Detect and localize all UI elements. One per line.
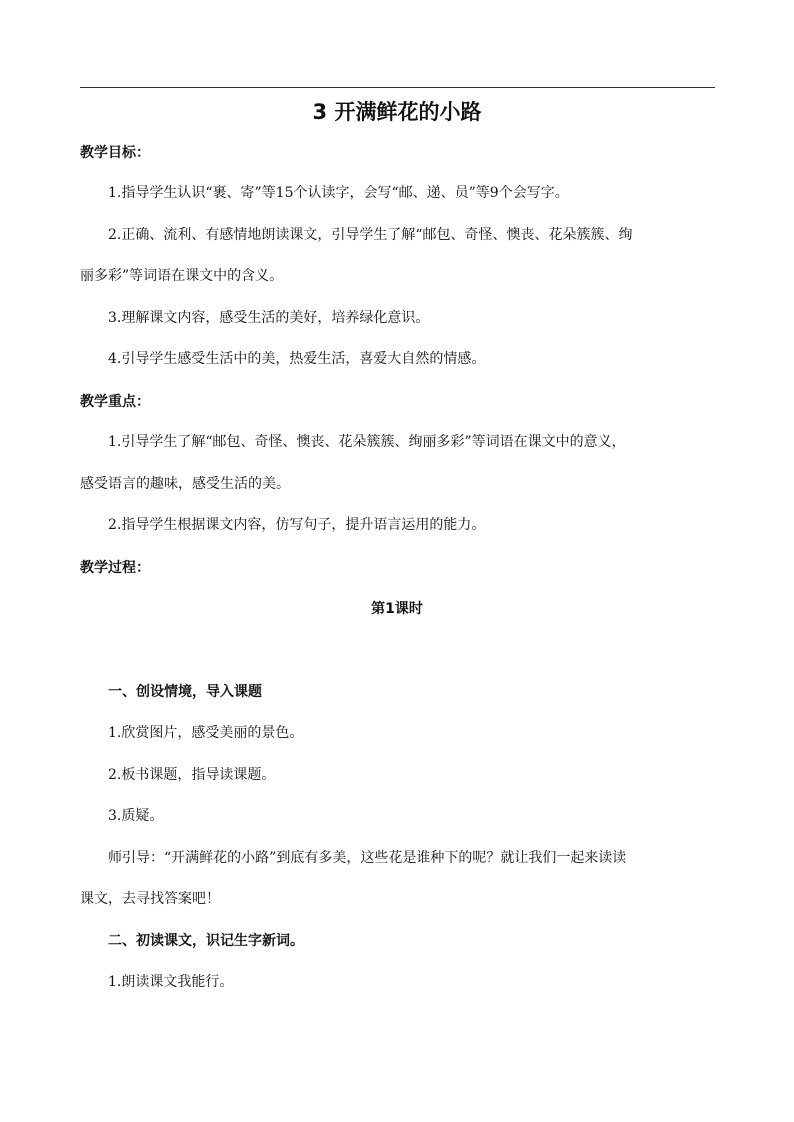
paragraph: 1.指导学生认识“裹、寄”等15个认读字，会写“邮、递、员”等9个会写字。 — [108, 185, 569, 201]
paragraph: 感受语言的趣味，感受生活的美。 — [80, 476, 290, 492]
section-heading-keypoints: 教学重点： — [80, 394, 150, 410]
paragraph: 2.正确、流利、有感情地朗读课文，引导学生了解“邮包、奇怪、懊丧、花朵簇簇、绚 — [108, 227, 633, 243]
page-title: 3 开满鲜花的小路 — [312, 100, 482, 124]
section-heading-process: 教学过程： — [80, 560, 150, 576]
paragraph: 1.引导学生了解“邮包、奇怪、懊丧、花朵簇簇、绚丽多彩”等词语在课文中的意义， — [108, 434, 626, 450]
header-rule — [80, 87, 715, 88]
paragraph: 1.欣赏图片，感受美丽的景色。 — [108, 725, 304, 741]
paragraph: 丽多彩”等词语在课文中的含义。 — [80, 268, 284, 284]
paragraph: 2.板书课题，指导读课题。 — [108, 767, 276, 783]
paragraph: 3.质疑。 — [108, 808, 164, 824]
section-heading-goals: 教学目标： — [80, 145, 150, 161]
paragraph: 2.指导学生根据课文内容，仿写句子，提升语言运用的能力。 — [108, 517, 486, 533]
lesson-heading: 第1课时 — [371, 601, 423, 617]
paragraph: 课文，去寻找答案吧！ — [80, 891, 220, 907]
paragraph: 4.引导学生感受生活中的美，热爱生活，喜爱大自然的情感。 — [108, 351, 486, 367]
paragraph: 1.朗读课文我能行。 — [108, 974, 234, 990]
subsection-heading-2: 二、初读课文，识记生字新词。 — [108, 933, 304, 949]
subsection-heading-1: 一、创设情境，导入课题 — [108, 684, 262, 700]
paragraph: 3.理解课文内容，感受生活的美好，培养绿化意识。 — [108, 310, 430, 326]
paragraph: 师引导：“开满鲜花的小路”到底有多美，这些花是谁种下的呢？就让我们一起来读读 — [108, 850, 627, 866]
